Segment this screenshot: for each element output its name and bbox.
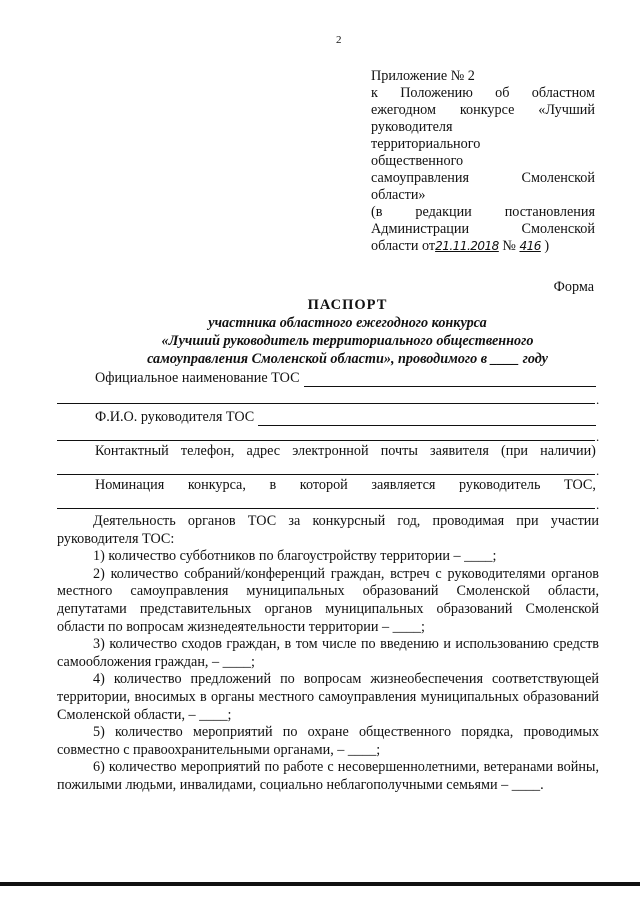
word: (при (501, 443, 529, 459)
nomination-label (95, 477, 596, 494)
dot: . (596, 497, 600, 512)
word: в (269, 477, 277, 493)
head-name-blank[interactable] (258, 413, 596, 426)
appendix-header (371, 68, 595, 255)
document-title (60, 296, 635, 368)
activity-item-4: 4) количество предложений по вопросам жизнеобеспечения соответствующей территории, вносимых в органы местного самоуправления муниципальных образований Смоленской области, – ____; (57, 671, 599, 723)
handwritten-number: 416 (519, 239, 541, 253)
appendix-line-2 (371, 85, 595, 102)
word: конкурсе (459, 102, 515, 118)
dot: . (596, 392, 600, 407)
official-name-rule[interactable] (57, 403, 595, 404)
appendix-line-4: руководителя (371, 119, 453, 135)
word: которой (299, 477, 348, 493)
contact-rule[interactable] (57, 474, 595, 475)
contact-label (95, 443, 596, 460)
word: областном (531, 85, 595, 101)
word: ТОС, (564, 477, 596, 493)
word: Контактный (95, 443, 169, 459)
word: (в (371, 204, 383, 220)
activity-intro: Деятельность органов ТОС за конкурсный год, проводимая при участии руководителя ТОС: (57, 513, 599, 547)
word: № (502, 238, 516, 254)
activity-item-5: 5) количество мероприятий по охране общественного порядка, проводимых совместно с правоохранительными органами, – ____; (57, 724, 599, 758)
official-name-label: Официальное наименование ТОС (95, 370, 300, 386)
title-passport: ПАСПОРТ (307, 297, 388, 313)
word: конкурса, (187, 477, 246, 493)
appendix-line-7 (371, 170, 595, 187)
word: заявляется (371, 477, 436, 493)
official-name-blank[interactable] (304, 374, 596, 387)
appendix-line-10 (371, 221, 595, 238)
title-line-3: «Лучший руководитель территориального общественного (161, 333, 534, 349)
appendix-line-8: области» (371, 187, 426, 203)
nomination-rule[interactable] (57, 508, 595, 509)
word: Положению (400, 85, 473, 101)
word: адрес (246, 443, 281, 459)
appendix-line-6: общественного (371, 153, 464, 169)
word: заявителя (430, 443, 489, 459)
word: электронной (292, 443, 369, 459)
appendix-line-11 (371, 238, 595, 255)
word: телефон, (180, 443, 235, 459)
activity-item-2: 2) количество собраний/конференций граждан, встреч с руководителями органов местного самоуправления муниципальных образований Смоленской области, депутатами представительных органов муниципальных образований Смоленской области по вопросам жизнедеятельности территории – ____; (57, 565, 599, 635)
word: Номинация (95, 477, 165, 493)
word: постановления (504, 204, 595, 220)
scan-edge-bar (0, 882, 640, 886)
activity-item-3: 3) количество сходов граждан, в том числе по введению и использованию средств самообложения граждан, – ____; (57, 636, 599, 670)
word: наличии) (540, 443, 596, 459)
word: Смоленской (521, 170, 595, 186)
appendix-line-9 (371, 204, 595, 221)
word: Администрации (371, 221, 470, 237)
appendix-line-3 (371, 102, 595, 119)
word: об (495, 85, 510, 101)
head-name-label: Ф.И.О. руководителя ТОС (95, 409, 255, 425)
activity-item-6: 6) количество мероприятий по работе с несовершеннолетними, ветеранами войны, пожилыми людьми, инвалидами, социально неблагополучными семьями – ____. (57, 759, 599, 793)
title-line-2: участника областного ежегодного конкурса (208, 315, 487, 331)
word: почты (380, 443, 418, 459)
title-line-4: самоуправления Смоленской области», проводимого в ____ году (147, 351, 548, 367)
form-label: Форма (553, 279, 594, 295)
page-number: 2 (336, 34, 342, 46)
dot: . (596, 463, 600, 478)
word: редакции (415, 204, 472, 220)
appendix-number: Приложение № 2 (371, 68, 475, 84)
handwritten-date: 21.11.2018 (435, 239, 499, 253)
word: области от (371, 238, 436, 254)
head-name-rule[interactable] (57, 440, 595, 441)
activity-section (57, 513, 599, 795)
word: руководитель (459, 477, 541, 493)
appendix-line-5: территориального (371, 136, 481, 152)
word: «Лучший (538, 102, 595, 118)
word: Смоленской (521, 221, 595, 237)
word: ) (544, 238, 550, 254)
official-name-field (95, 370, 596, 387)
head-name-field (95, 409, 596, 426)
word: к (371, 85, 378, 101)
word: самоуправления (371, 170, 469, 186)
activity-item-1: 1) количество субботников по благоустройству территории – ____; (93, 548, 497, 565)
word: ежегодном (371, 102, 436, 118)
dot: . (596, 429, 600, 444)
